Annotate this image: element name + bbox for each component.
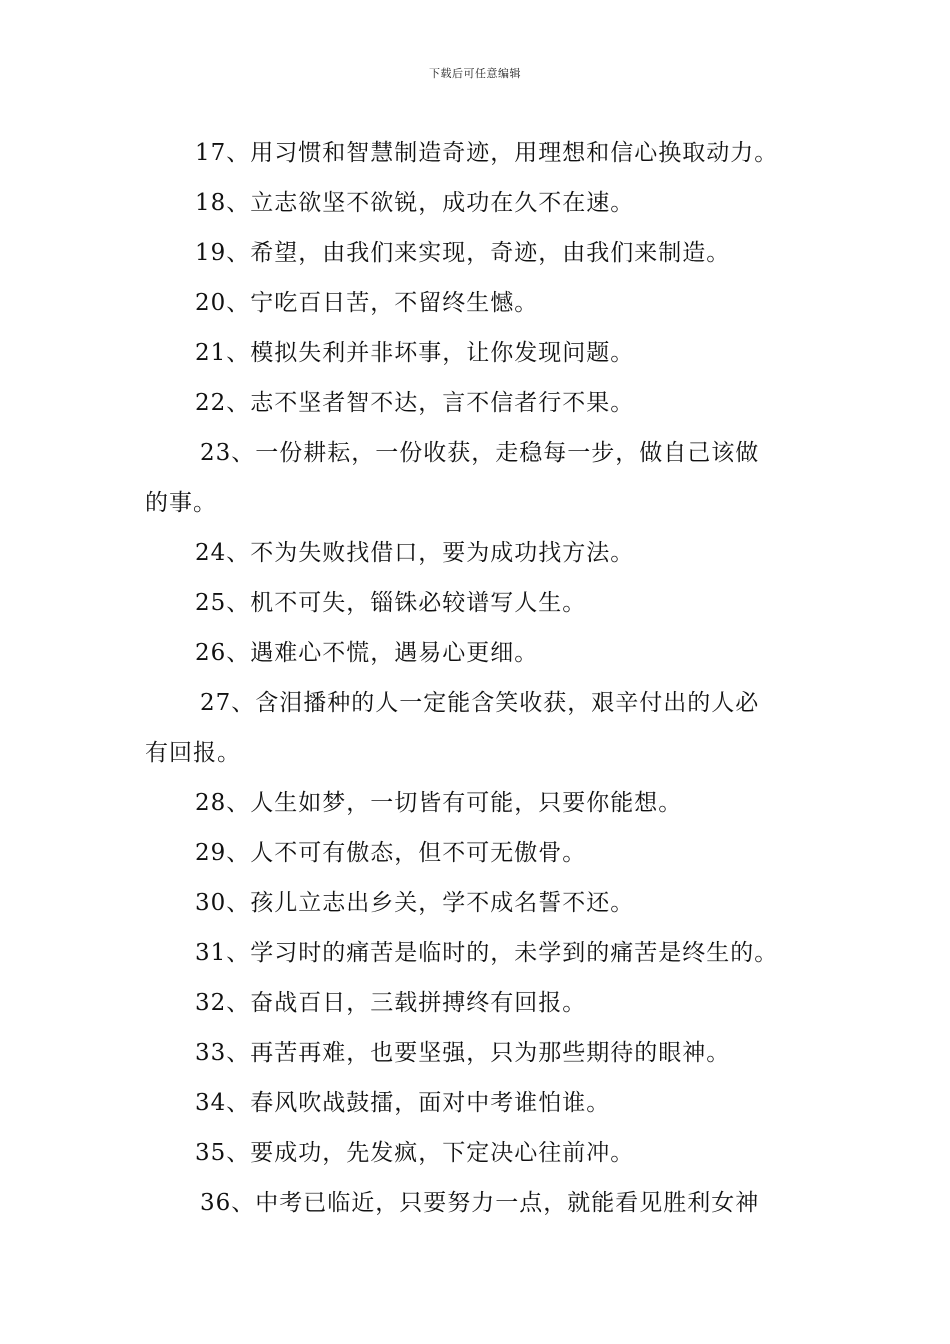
text-line: 25、机不可失，锱铢必较谱写人生。: [195, 590, 587, 616]
text-line: 30、孩儿立志出乡关，学不成名誓不还。: [195, 890, 635, 916]
text-line: 31、学习时的痛苦是临时的，未学到的痛苦是终生的。: [195, 940, 779, 966]
text-line: 35、要成功，先发疯，下定决心往前冲。: [195, 1140, 635, 1166]
text-line: 22、志不坚者智不达，言不信者行不果。: [195, 390, 635, 416]
document-body: [145, 128, 825, 1228]
text-line: 28、人生如梦，一切皆有可能，只要你能想。: [195, 790, 683, 816]
text-line: 29、人不可有傲态，但不可无傲骨。: [195, 840, 587, 866]
text-line: 18、立志欲坚不欲锐，成功在久不在速。: [195, 190, 635, 216]
text-line: 34、春风吹战鼓擂，面对中考谁怕谁。: [195, 1090, 611, 1116]
page-header: 下载后可任意编辑: [429, 67, 521, 80]
text-line: 36、中考已临近，只要努力一点，就能看见胜利女神: [200, 1190, 760, 1216]
text-line-continuation: 的事。: [145, 490, 217, 516]
text-line: 32、奋战百日，三载拼搏终有回报。: [195, 990, 587, 1016]
text-line: 21、模拟失利并非坏事，让你发现问题。: [195, 340, 635, 366]
text-line: 20、宁吃百日苦，不留终生憾。: [195, 290, 539, 316]
text-line: 23、一份耕耘，一份收获，走稳每一步，做自己该做: [200, 440, 760, 466]
text-line: 33、再苦再难，也要坚强，只为那些期待的眼神。: [195, 1040, 731, 1066]
text-line: 19、希望，由我们来实现，奇迹，由我们来制造。: [195, 240, 731, 266]
text-line: 24、不为失败找借口，要为成功找方法。: [195, 540, 635, 566]
text-line: 17、用习惯和智慧制造奇迹，用理想和信心换取动力。: [195, 140, 779, 166]
text-line: 27、含泪播种的人一定能含笑收获，艰辛付出的人必: [200, 690, 760, 716]
text-line: 26、遇难心不慌，遇易心更细。: [195, 640, 539, 666]
text-line-continuation: 有回报。: [145, 740, 241, 766]
